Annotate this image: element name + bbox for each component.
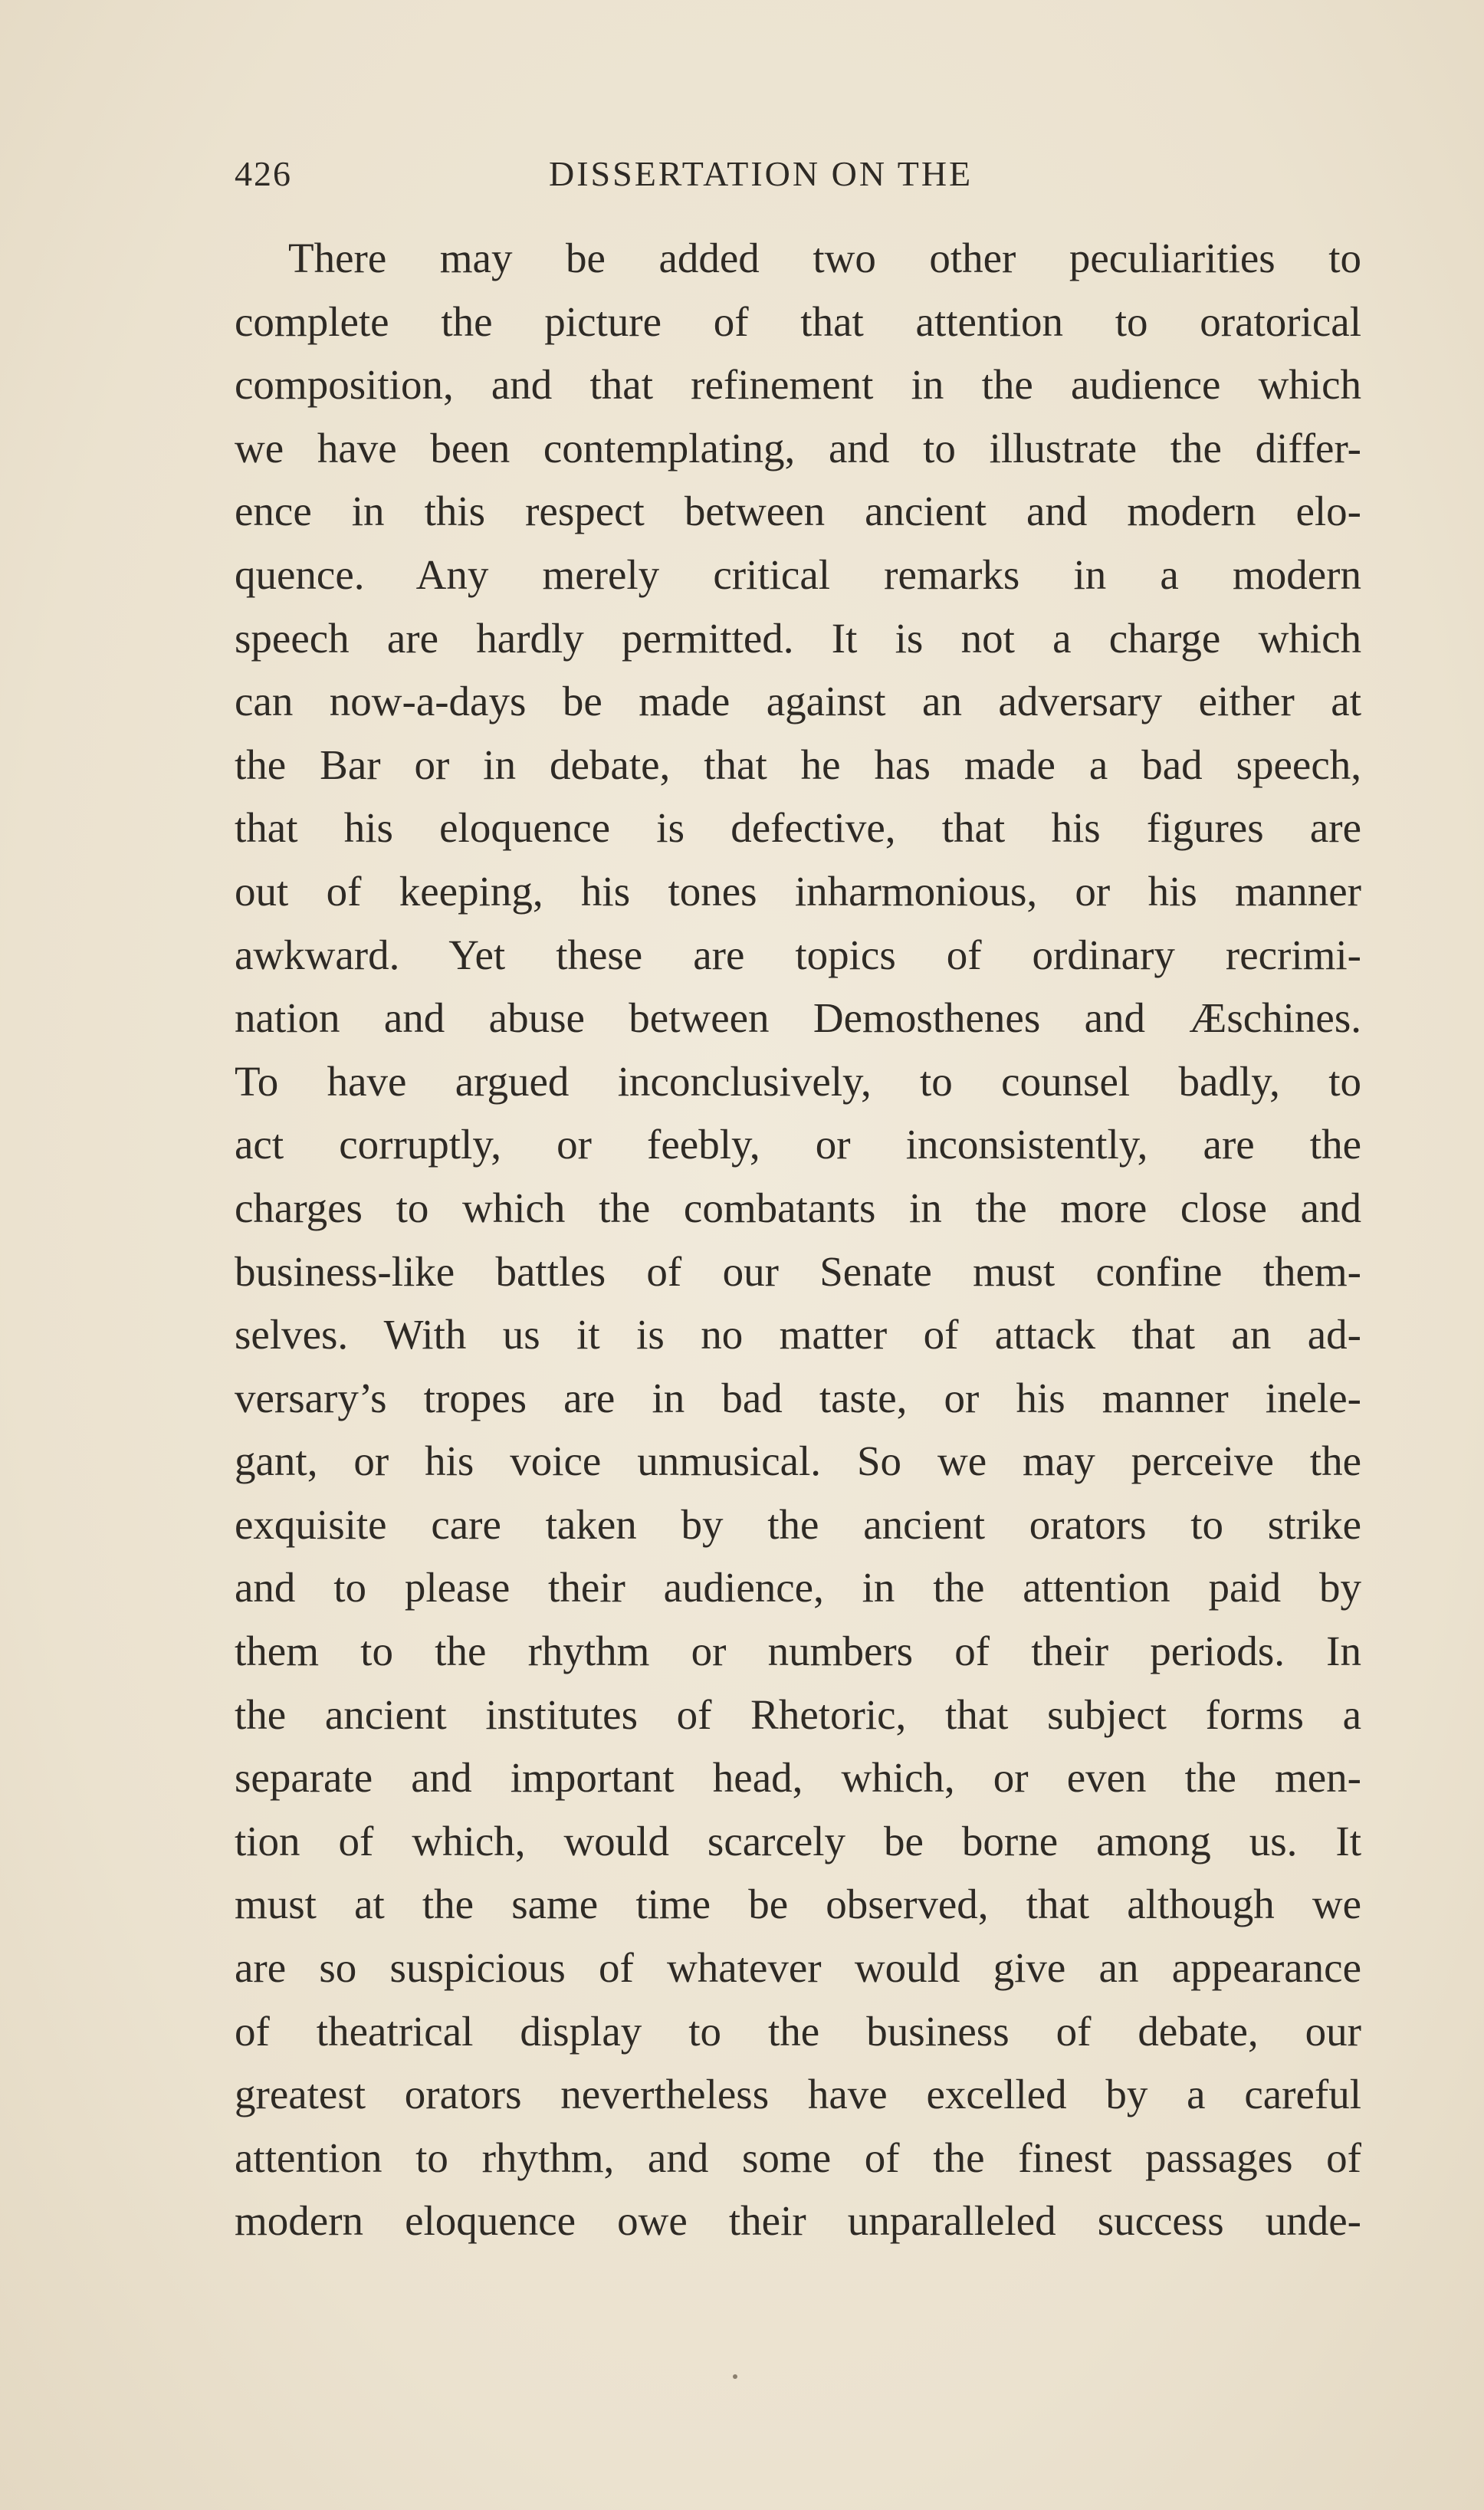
text-line: modern eloquence owe their unparalleled success unde- — [235, 2197, 1361, 2245]
text-line: To have argued inconclusively, to counsel badly, to — [235, 1057, 1361, 1105]
text-line: gant, or his voice unmusical. So we may perceive the — [235, 1437, 1361, 1485]
text-line: exquisite care taken by the ancient orators to strike — [235, 1500, 1361, 1548]
text-line: business-like battles of our Senate must confine them- — [235, 1247, 1361, 1295]
text-line: can now-a-days be made against an adversary either at — [235, 678, 1361, 725]
text-line: tion of which, would scarcely be borne among us. It — [235, 1817, 1361, 1864]
page-number: 426 — [235, 154, 292, 193]
running-head — [235, 153, 1361, 199]
text-line: are so suspicious of whatever would give an appearance — [235, 1944, 1361, 1992]
text-line: ence in this respect between ancient and modern elo- — [235, 488, 1361, 535]
printer-speck — [733, 2374, 737, 2379]
text-line: of theatrical display to the business of debate, our — [235, 2007, 1361, 2055]
text-line: versary’s tropes are in bad taste, or his manner inele- — [235, 1374, 1361, 1421]
text-line: the ancient institutes of Rhetoric, that subject forms a — [235, 1690, 1361, 1738]
text-line: composition, and that refinement in the audience which — [235, 361, 1361, 409]
text-line: attention to rhythm, and some of the finest passages of — [235, 2134, 1361, 2181]
text-line: we have been contemplating, and to illustrate the differ- — [235, 424, 1361, 471]
text-line: that his eloquence is defective, that his figures are — [235, 804, 1361, 852]
text-line: and to please their audience, in the attention paid by — [235, 1564, 1361, 1611]
text-line: awkward. Yet these are topics of ordinary recrimi- — [235, 931, 1361, 978]
text-line: quence. Any merely critical remarks in a modern — [235, 550, 1361, 598]
text-line: charges to which the combatants in the more close and — [235, 1184, 1361, 1231]
text-line: them to the rhythm or numbers of their periods. In — [235, 1628, 1361, 1675]
text-line: selves. With us it is no matter of attack that an ad- — [235, 1311, 1361, 1358]
text-line: speech are hardly permitted. It is not a charge which — [235, 614, 1361, 662]
body-text — [235, 227, 1361, 2253]
text-line: act corruptly, or feebly, or inconsistently, are the — [235, 1121, 1361, 1168]
text-line: separate and important head, which, or even the men- — [235, 1754, 1361, 1802]
text-line: greatest orators nevertheless have excelled by a careful — [235, 2071, 1361, 2118]
text-line: must at the same time be observed, that although we — [235, 1881, 1361, 1928]
text-line: There may be added two other peculiarities to — [288, 235, 1361, 281]
text-line: out of keeping, his tones inharmonious, or his manner — [235, 867, 1361, 915]
running-title: DISSERTATION ON THE — [549, 154, 973, 193]
text-line: the Bar or in debate, that he has made a bad speech, — [235, 741, 1361, 788]
text-line: nation and abuse between Demosthenes and Æschines. — [235, 994, 1361, 1042]
text-line: complete the picture of that attention to oratorical — [235, 297, 1361, 345]
